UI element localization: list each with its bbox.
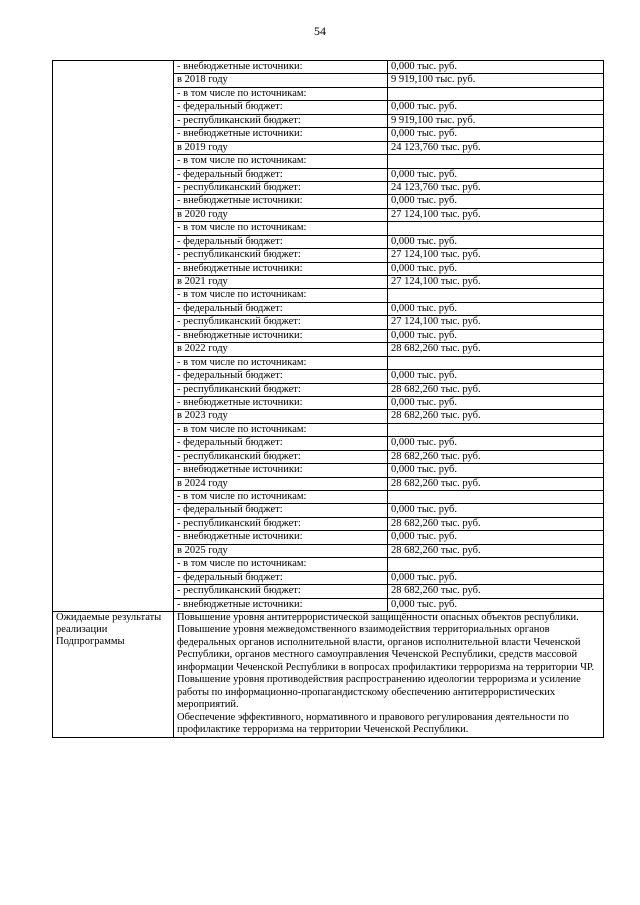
- row-label: - республиканский бюджет:: [174, 383, 388, 396]
- row-label: - внебюджетные источники:: [174, 262, 388, 275]
- row-label: - в том числе по источникам:: [174, 87, 388, 100]
- row-label: - в том числе по источникам:: [174, 222, 388, 235]
- results-label: Ожидаемые результаты реализации Подпрограммы: [53, 611, 174, 737]
- row-value: 0,000 тыс. руб.: [388, 531, 604, 544]
- row-value: 27 124,100 тыс. руб.: [388, 276, 604, 289]
- row-label: в 2025 году: [174, 544, 388, 557]
- row-label: - федеральный бюджет:: [174, 504, 388, 517]
- page-number: 54: [314, 24, 326, 38]
- row-value: 0,000 тыс. руб.: [388, 302, 604, 315]
- row-value: [388, 289, 604, 302]
- row-value: [388, 87, 604, 100]
- row-value: 0,000 тыс. руб.: [388, 329, 604, 342]
- row-label: в 2022 году: [174, 343, 388, 356]
- row-value: 28 682,260 тыс. руб.: [388, 544, 604, 557]
- row-label: - федеральный бюджет:: [174, 370, 388, 383]
- row-value: 24 123,760 тыс. руб.: [388, 181, 604, 194]
- row-label: - внебюджетные источники:: [174, 61, 388, 74]
- row-value: 0,000 тыс. руб.: [388, 598, 604, 611]
- row-value: 0,000 тыс. руб.: [388, 101, 604, 114]
- row-label: - федеральный бюджет:: [174, 101, 388, 114]
- row-label: - федеральный бюджет:: [174, 168, 388, 181]
- row-value: [388, 558, 604, 571]
- row-label: - республиканский бюджет:: [174, 181, 388, 194]
- row-value: 28 682,260 тыс. руб.: [388, 383, 604, 396]
- row-value: 0,000 тыс. руб.: [388, 61, 604, 74]
- results-paragraph: Повышение уровня антитеррористической защищённости опасных объектов республики.: [177, 611, 579, 623]
- results-text: [174, 611, 604, 737]
- row-label: - внебюджетные источники:: [174, 128, 388, 141]
- row-label: - республиканский бюджет:: [174, 249, 388, 262]
- row-value: 0,000 тыс. руб.: [388, 396, 604, 409]
- row-label: - внебюджетные источники:: [174, 598, 388, 611]
- row-label: - внебюджетные источники:: [174, 329, 388, 342]
- row-value: 0,000 тыс. руб.: [388, 571, 604, 584]
- row-value: 0,000 тыс. руб.: [388, 128, 604, 141]
- row-label: - федеральный бюджет:: [174, 302, 388, 315]
- row-label: - республиканский бюджет:: [174, 114, 388, 127]
- row-label: - республиканский бюджет:: [174, 450, 388, 463]
- results-paragraph: Повышение уровня противодействия распространению идеологии терроризма и усиление работы по информационно-пропагандистскому обеспечению антитеррористических мероприятий.: [177, 674, 581, 711]
- results-paragraph: Повышение уровня межведомственного взаимодействия территориальных органов федеральных органов исполнительной власти, органов исполнительной власти Чеченской Республики, органов местного самоуправления Чеченской Республики, средств массовой информации Чеченской Республики в вопросах профилактики терроризма на территории ЧР.: [177, 624, 595, 673]
- row-label: в 2023 году: [174, 410, 388, 423]
- row-label: - федеральный бюджет:: [174, 437, 388, 450]
- row-value: 9 919,100 тыс. руб.: [388, 74, 604, 87]
- row-value: 0,000 тыс. руб.: [388, 262, 604, 275]
- row-value: 24 123,760 тыс. руб.: [388, 141, 604, 154]
- row-value: [388, 222, 604, 235]
- row-label: - республиканский бюджет:: [174, 316, 388, 329]
- row-value: 0,000 тыс. руб.: [388, 195, 604, 208]
- row-value: [388, 491, 604, 504]
- row-value: 0,000 тыс. руб.: [388, 464, 604, 477]
- row-value: 27 124,100 тыс. руб.: [388, 316, 604, 329]
- row-label: - в том числе по источникам:: [174, 423, 388, 436]
- row-label: - республиканский бюджет:: [174, 517, 388, 530]
- row-value: 28 682,260 тыс. руб.: [388, 517, 604, 530]
- row-value: 9 919,100 тыс. руб.: [388, 114, 604, 127]
- row-label: - федеральный бюджет:: [174, 571, 388, 584]
- row-label: - в том числе по источникам:: [174, 558, 388, 571]
- row-value: 0,000 тыс. руб.: [388, 235, 604, 248]
- financing-table: [52, 60, 604, 738]
- table-row: [53, 61, 604, 74]
- row-value: [388, 155, 604, 168]
- row-label: - в том числе по источникам:: [174, 289, 388, 302]
- results-paragraph: Обеспечение эффективного, нормативного и правового регулирования деятельности по профилактике терроризма на территории Чеченской Республики.: [177, 711, 570, 736]
- row-value: 0,000 тыс. руб.: [388, 504, 604, 517]
- row-label: - в том числе по источникам:: [174, 491, 388, 504]
- results-row: [53, 611, 604, 737]
- row-value: 27 124,100 тыс. руб.: [388, 249, 604, 262]
- row-label: - внебюджетные источники:: [174, 531, 388, 544]
- row-value: 27 124,100 тыс. руб.: [388, 208, 604, 221]
- row-value: 28 682,260 тыс. руб.: [388, 343, 604, 356]
- row-value: 28 682,260 тыс. руб.: [388, 477, 604, 490]
- row-value: 0,000 тыс. руб.: [388, 168, 604, 181]
- row-label: в 2018 году: [174, 74, 388, 87]
- row-value: 0,000 тыс. руб.: [388, 370, 604, 383]
- row-label: в 2021 году: [174, 276, 388, 289]
- row-label: в 2019 году: [174, 141, 388, 154]
- row-label: - федеральный бюджет:: [174, 235, 388, 248]
- row-value: [388, 423, 604, 436]
- row-label: - внебюджетные источники:: [174, 195, 388, 208]
- row-value: 28 682,260 тыс. руб.: [388, 410, 604, 423]
- row-label: - республиканский бюджет:: [174, 585, 388, 598]
- row-label: - внебюджетные источники:: [174, 396, 388, 409]
- row-value: 28 682,260 тыс. руб.: [388, 450, 604, 463]
- row-label: в 2024 году: [174, 477, 388, 490]
- row-value: [388, 356, 604, 369]
- row-label: - в том числе по источникам:: [174, 356, 388, 369]
- row-value: 0,000 тыс. руб.: [388, 437, 604, 450]
- row-value: 28 682,260 тыс. руб.: [388, 585, 604, 598]
- row-label: в 2020 году: [174, 208, 388, 221]
- row-label: - внебюджетные источники:: [174, 464, 388, 477]
- financing-left-cell: [53, 61, 174, 612]
- row-label: - в том числе по источникам:: [174, 155, 388, 168]
